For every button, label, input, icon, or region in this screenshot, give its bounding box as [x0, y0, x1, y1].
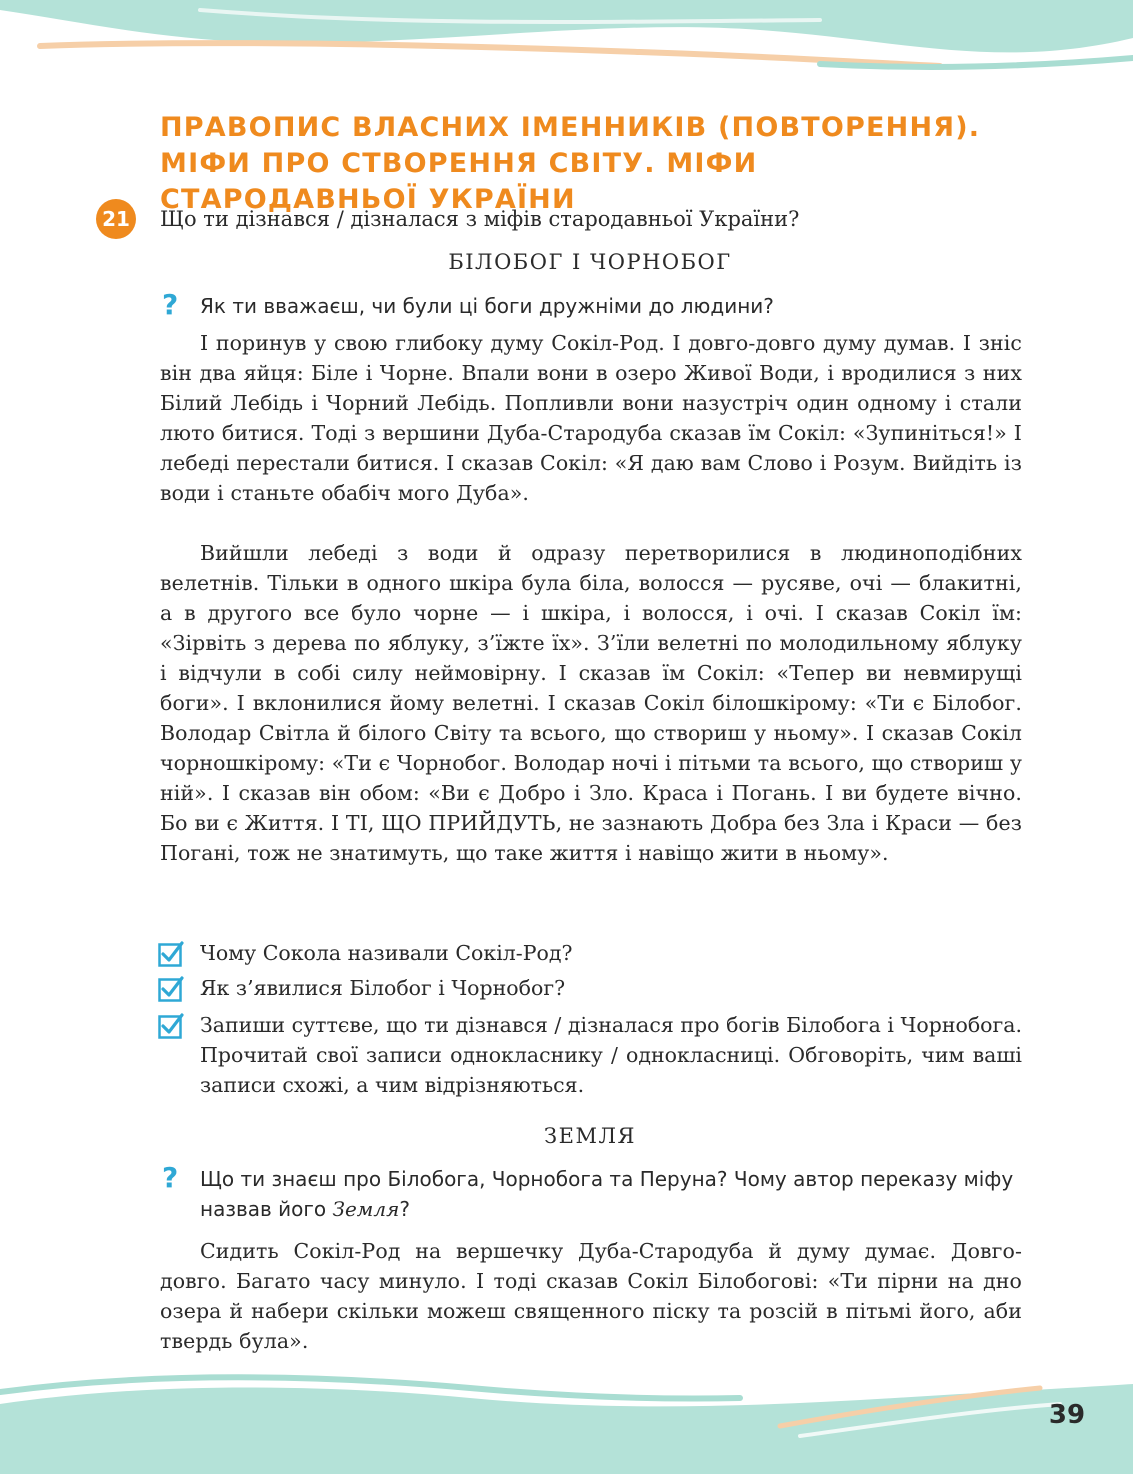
question-icon: ?	[162, 1161, 179, 1194]
story-paragraph-2: Вийшли лебеді з води й одразу перетворилися в людиноподібних велетнів. Тільки в одного шкіра була біла, волосся — русяве, очі — блакитні, а в другого все було чорне — і шкіра, і волосся, і очі. І сказав Сокіл їм: «Зірвіть з дерева по яблуку, з’їжте їх». З’їли велетні по молодильному яблуку і відчули в собі силу неймовірну. І сказав їм Сокіл: «Тепер ви невмирущі боги». І вклонилися йому велетні. І сказав Сокіл білошкірому: «Ти є Білобог. Володар Світла й білого Світу та всього, що створиш у ньому». І сказав Сокіл чорношкірому: «Ти є Чорнобог. Володар ночі і пітьми та всього, що створиш у ній». І сказав він обом: «Ви є Добро і Зло. Краса і Погань. І ви будете вічно. Бо ви є Життя. І ТІ, ЩО ПРИЙДУТЬ, не зазнають Добра без Зла і Краси — без Погані, тож не знатимуть, що таке життя і навіщо жити в ньому».	[160, 541, 1022, 865]
task-21	[96, 199, 996, 239]
checkbox-icon	[158, 1013, 184, 1039]
story-paragraph-3: Сидить Сокіл-Род на вершечку Дуба-Стародуба й думу думає. Довго-довго. Багато часу минуло. І тоді сказав Сокіл Білобогові: «Ти пірни на дно озера й набери скільки можеш священного піску та розсій в пітьмі його, аби твердь була».	[160, 1239, 1022, 1353]
checkbox-icon	[158, 976, 184, 1002]
question-text: Як ти вважаєш, чи були ці боги дружніми до людини?	[200, 294, 774, 318]
checklist-text: Як з’явилися Білобог і Чорнобог?	[200, 976, 566, 1000]
section-heading-zemlia: ЗЕМЛЯ	[544, 1124, 636, 1148]
italic-title: Земля	[332, 1197, 400, 1221]
question-line-2	[160, 1161, 1022, 1224]
task-text: Що ти дізнався / дізналася з міфів стародавньої України?	[160, 207, 800, 231]
checkbox-icon	[158, 941, 184, 967]
section-heading-bilobog: БІЛОБОГ І ЧОРНОБОГ	[448, 250, 732, 274]
question-line-1	[160, 288, 1022, 321]
question-text: Що ти знаєш про Білобога, Чорнобога та Перуна? Чому автор переказу міфу назвав його Земля?	[200, 1167, 1014, 1221]
bottom-wave-decoration	[0, 1364, 1133, 1474]
task-number-badge: 21	[96, 199, 136, 239]
story-paragraph-1: І поринув у свою глибоку думу Сокіл-Род. І довго-довго думу думав. І зніс він два яйця: Біле і Чорне. Впали вони в озеро Живої Води, і вродилися з них Білий Лебідь і Чорний Лебідь. Попливли вони назустріч один одному і стали люто битися. Тоді з вершини Дуба-Стародуба сказав їм Сокіл: «Зупиніться!» І лебеді перестали битися. І сказав Сокіл: «Я даю вам Слово і Розум. Вийдіть із води і станьте обабіч мого Дуба».	[160, 331, 1022, 505]
page-number: 39	[1048, 1400, 1086, 1430]
checklist-text: Чому Сокола називали Сокіл-Род?	[200, 941, 573, 965]
checklist-item-1	[158, 938, 1022, 968]
checklist-text: Запиши суттєве, що ти дізнався / дізналася про богів Білобога і Чорнобога. Прочитай свої записи однокласнику / однокласниці. Обговоріть, чим ваші записи схожі, а чим відрізняються.	[200, 1013, 1022, 1097]
top-wave-decoration	[0, 0, 1133, 80]
question-icon: ?	[162, 288, 179, 321]
page-title: ПРАВОПИС ВЛАСНИХ ІМЕННИКІВ (ПОВТОРЕННЯ). МІФИ ПРО СТВОРЕННЯ СВІТУ. МІФИ СТАРОДАВНЬОЇ УКРАЇНИ	[160, 112, 981, 215]
checklist-item-2	[158, 973, 1022, 1003]
checklist-item-3	[158, 1010, 1022, 1100]
